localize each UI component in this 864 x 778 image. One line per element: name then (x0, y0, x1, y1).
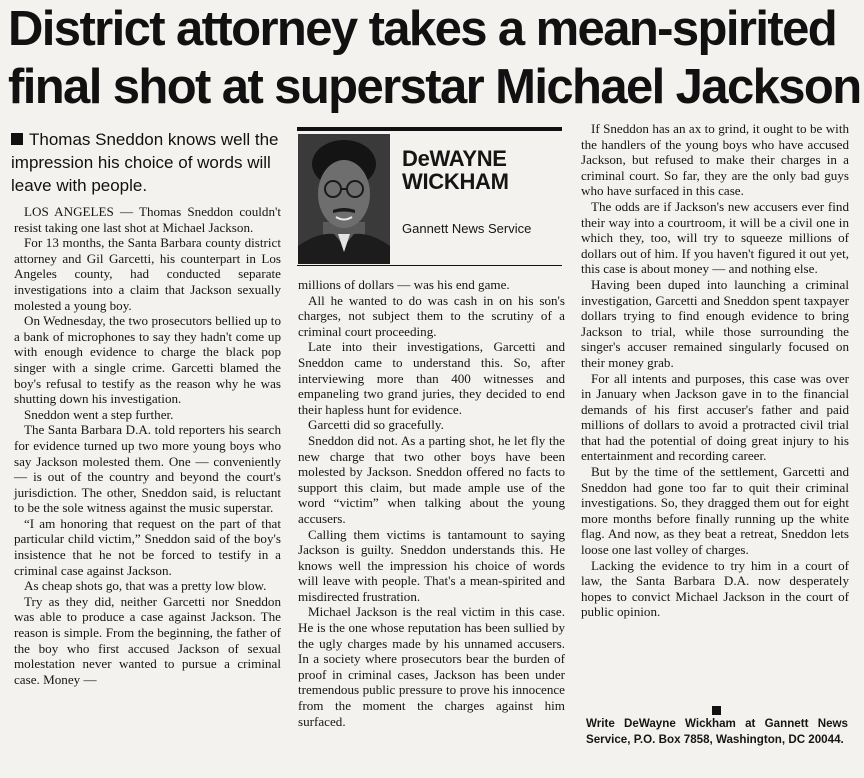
article-column-1 (14, 204, 281, 687)
news-agency: Gannett News Service (402, 221, 532, 236)
paragraph: The Santa Barbara D.A. told reporters his search for evidence turned up two more young boys who say Jackson molested them. One — conveniently — is out of the country and beyond the court's jurisdiction. The other, Sneddon said, is reluctant to be the sole witness against the music superstar. (14, 422, 281, 516)
headline-line-1: District attorney takes a mean-spirited (8, 2, 837, 56)
deck-text: Thomas Sneddon knows well the impression his choice of words will leave with people. (11, 130, 279, 195)
headline-line-2: final shot at superstar Michael Jackson (8, 60, 861, 114)
paragraph: Having been duped into launching a criminal investigation, Garcetti and Sneddon spent taxpayer dollars trying to find enough evidence to bring Jackson to trial, while those surrounding the singer's accuser remained singularly focused on their money grab. (581, 276, 849, 370)
paragraph: millions of dollars — was his end game. (298, 277, 510, 292)
article-column-2 (298, 277, 565, 729)
article-column-3 (581, 121, 849, 620)
paragraph: For all intents and purposes, this case was over in January when Jackson gave in to the financial demands of his first accuser's father and paid millions of dollars to avoid a protracted civil trial that had the potential of doing great injury to his entertainment and recording career. (581, 370, 849, 464)
deck (11, 128, 281, 197)
paragraph: LOS ANGELES — Thomas Sneddon couldn't resist taking one last shot at Michael Jackson. (14, 204, 281, 235)
author-contact-tagline: Write DeWayne Wickham at Gannett News Service, P.O. Box 7858, Washington, DC 20044. (586, 717, 848, 746)
paragraph: Garcetti did so gracefully. (308, 417, 444, 433)
paragraph: Try as they did, neither Garcetti nor Sneddon was able to produce a case against Jackson. The reason is simple. From the beginning, the father of the boy who first accused Jackson of sexual molestation never wanted to pursue a criminal case. Money — (14, 593, 281, 687)
author-name-line-1: DeWAYNE (402, 146, 507, 171)
paragraph: For 13 months, the Santa Barbara county district attorney and Gil Garcetti, his counterpart in Los Angeles county, had conducted separate investigations into a claim that Jackson sexually molested a young boy. (14, 235, 281, 313)
author-portrait-icon (298, 134, 390, 264)
paragraph: The odds are if Jackson's new accusers ever find their way into a courtroom, it will be a civil one in which they, too, will try to squeeze millions of dollars out of him. If you haven't figured it out yet, this case is about money — and nothing else. (581, 198, 849, 277)
paragraph: Late into their investigations, Garcetti and Sneddon came to understand this. So, after interviewing more than 400 witnesses and empaneling two grand juries, they decided to end their hapless hunt for evidence. (298, 339, 565, 417)
end-of-article-icon (712, 706, 721, 715)
headline (8, 0, 861, 116)
paragraph: All he wanted to do was cash in on his son's charges, not subject them to the scrutiny of a criminal court proceeding. (298, 292, 565, 339)
paragraph: Michael Jackson is the real victim in this case. He is the one whose reputation has been sullied by the ugly charges made by his unnamed accusers. In a society where prosecutors bear the burden of proof in criminal cases, Jackson has been under tremendous public pressure to prove his innocence from the moment the charges against him surfaced. (298, 604, 565, 729)
paragraph: On Wednesday, the two prosecutors bellied up to a bank of microphones to say they hadn't come up with enough evidence to charge the black pop singer with a single crime. Garcetti blamed the boy's refusal to testify as the reason why he was shutting down his investigation. (14, 313, 281, 407)
paragraph: If Sneddon has an ax to grind, it ought to be with the handlers of the young boys who have accused Jackson, but refused to make their charges in a criminal court. So far, they are the only bad guys who have surfaced in this case. (581, 121, 849, 199)
paragraph: “I am honoring that request on the part of that particular child victim,” Sneddon said of the boy's insistence that he not be forced to testify in a criminal case against Jackson. (14, 515, 281, 578)
paragraph: Sneddon went a step further. (24, 406, 174, 422)
paragraph: As cheap shots go, that was a pretty low blow. (24, 578, 267, 594)
paragraph: Calling them victims is tantamount to saying Jackson is guilty. Sneddon understands this. He knows well the impression his choice of words will leave with people. That's a mean-spirited and misdirected frustration. (298, 526, 565, 604)
author-photo (298, 134, 390, 264)
author-name-line-2: WICKHAM (402, 169, 509, 194)
paragraph: Sneddon did not. As a parting shot, he let fly the new charge that two other boys have been molested by Jackson. Sneddon offered no facts to support this claim, but made ample use of the word “victim” when talking about the young accusers. (298, 432, 565, 526)
paragraph: But by the time of the settlement, Garcetti and Sneddon had gone too far to quit their criminal investigations. So, they dragged them out for eight more months before finally running up the white flag. And now, as they beat a retreat, Sneddon lets loose one last volley of charges. (581, 464, 849, 558)
byline-box (297, 127, 562, 266)
paragraph: Lacking the evidence to try him in a court of law, the Santa Barbara D.A. now desperately hopes to convict Michael Jackson in the court of public opinion. (581, 557, 849, 620)
deck-bullet-icon (11, 133, 23, 145)
author-name (402, 147, 509, 193)
